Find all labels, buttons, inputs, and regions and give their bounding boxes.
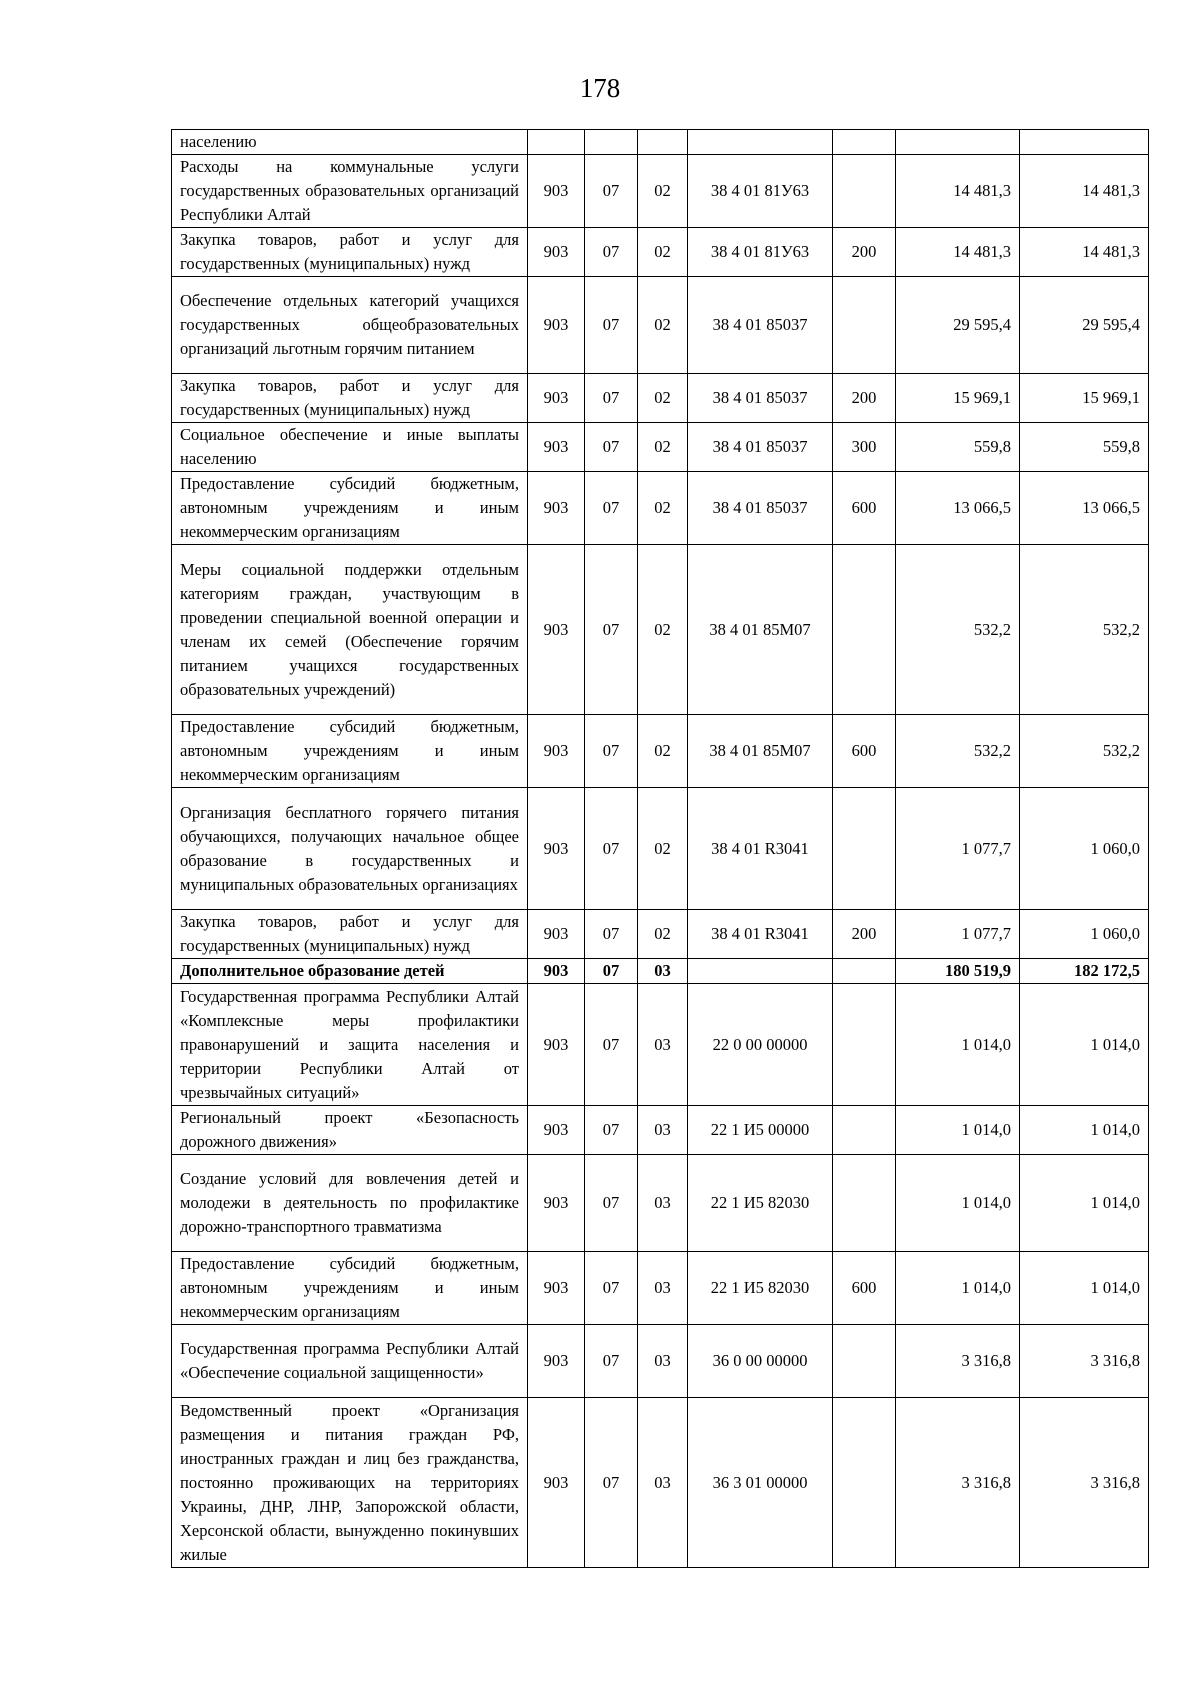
sum-year2-cell: 1 014,0 [1020,984,1149,1106]
sum-year2-cell: 532,2 [1020,545,1149,715]
pr-cell: 03 [638,1325,688,1398]
glava-cell: 903 [528,155,585,228]
glava-cell: 903 [528,959,585,984]
rz-cell: 07 [585,788,638,910]
glava-cell: 903 [528,1155,585,1252]
rz-cell: 07 [585,715,638,788]
row-name-cell: Создание условий для вовлечения детей и молодежи в деятельность по профилактике дорожно-транспортного травматизма [172,1155,528,1252]
sum-year2-cell: 182 172,5 [1020,959,1149,984]
glava-cell: 903 [528,374,585,423]
glava-cell: 903 [528,910,585,959]
sum-year1-cell: 14 481,3 [896,228,1020,277]
table-row [172,1106,1149,1155]
table-row [172,984,1149,1106]
sum-year2-cell [1020,130,1149,155]
rz-cell: 07 [585,472,638,545]
row-name-cell: Меры социальной поддержки отдельным категориям граждан, участвующим в проведении специальной военной операции и членам их семей (Обеспечение горячим питанием учащихся государственных образовательных учреждений) [172,545,528,715]
table-row [172,423,1149,472]
vr-cell: 200 [833,374,896,423]
glava-cell [528,130,585,155]
vr-cell: 200 [833,228,896,277]
pr-cell: 02 [638,472,688,545]
rz-cell: 07 [585,374,638,423]
sum-year2-cell: 559,8 [1020,423,1149,472]
sum-year2-cell: 14 481,3 [1020,155,1149,228]
sum-year1-cell: 532,2 [896,715,1020,788]
pr-cell: 03 [638,1155,688,1252]
table-row [172,715,1149,788]
row-name-cell: Государственная программа Республики Алтай «Обеспечение социальной защищенности» [172,1325,528,1398]
vr-cell: 600 [833,715,896,788]
sum-year2-cell: 3 316,8 [1020,1398,1149,1568]
rz-cell: 07 [585,155,638,228]
vr-cell: 300 [833,423,896,472]
glava-cell: 903 [528,1106,585,1155]
rz-cell: 07 [585,1325,638,1398]
table-row [172,959,1149,984]
pr-cell: 02 [638,374,688,423]
table-row [172,545,1149,715]
csr-cell: 38 4 01 85037 [688,472,833,545]
row-name-cell: Расходы на коммунальные услуги государственных образовательных организаций Республики Алтай [172,155,528,228]
sum-year1-cell [896,130,1020,155]
csr-cell: 38 4 01 85037 [688,374,833,423]
table-row [172,1325,1149,1398]
pr-cell: 03 [638,984,688,1106]
csr-cell: 38 4 01 81У63 [688,155,833,228]
csr-cell: 38 4 01 85М07 [688,545,833,715]
csr-cell: 38 4 01 85037 [688,277,833,374]
row-name-cell: Закупка товаров, работ и услуг для государственных (муниципальных) нужд [172,910,528,959]
rz-cell: 07 [585,1106,638,1155]
row-name-cell: Закупка товаров, работ и услуг для государственных (муниципальных) нужд [172,228,528,277]
pr-cell: 03 [638,1252,688,1325]
glava-cell: 903 [528,984,585,1106]
csr-cell: 38 4 01 85037 [688,423,833,472]
sum-year2-cell: 3 316,8 [1020,1325,1149,1398]
table-row [172,155,1149,228]
vr-cell [833,788,896,910]
rz-cell: 07 [585,959,638,984]
sum-year2-cell: 13 066,5 [1020,472,1149,545]
rz-cell: 07 [585,910,638,959]
sum-year1-cell: 29 595,4 [896,277,1020,374]
csr-cell: 22 1 И5 82030 [688,1252,833,1325]
row-name-cell: Организация бесплатного горячего питания обучающихся, получающих начальное общее образование в государственных и муниципальных образовательных организациях [172,788,528,910]
sum-year1-cell: 1 077,7 [896,788,1020,910]
csr-cell: 22 0 00 00000 [688,984,833,1106]
sum-year1-cell: 532,2 [896,545,1020,715]
row-name-cell: Предоставление субсидий бюджетным, автономным учреждениям и иным некоммерческим организациям [172,715,528,788]
sum-year1-cell: 13 066,5 [896,472,1020,545]
vr-cell [833,545,896,715]
vr-cell: 600 [833,472,896,545]
row-name-cell: Дополнительное образование детей [172,959,528,984]
pr-cell: 02 [638,715,688,788]
vr-cell [833,959,896,984]
budget-table-body [172,130,1149,1568]
pr-cell: 02 [638,545,688,715]
glava-cell: 903 [528,423,585,472]
pr-cell: 02 [638,155,688,228]
csr-cell: 36 3 01 00000 [688,1398,833,1568]
rz-cell: 07 [585,423,638,472]
csr-cell: 38 4 01 81У63 [688,228,833,277]
pr-cell: 02 [638,423,688,472]
csr-cell: 38 4 01 85М07 [688,715,833,788]
glava-cell: 903 [528,1398,585,1568]
csr-cell: 22 1 И5 00000 [688,1106,833,1155]
pr-cell: 02 [638,228,688,277]
row-name-cell: Предоставление субсидий бюджетным, автономным учреждениям и иным некоммерческим организациям [172,1252,528,1325]
pr-cell: 03 [638,1398,688,1568]
vr-cell [833,130,896,155]
table-row [172,1252,1149,1325]
glava-cell: 903 [528,788,585,910]
sum-year2-cell: 29 595,4 [1020,277,1149,374]
rz-cell: 07 [585,1155,638,1252]
row-name-cell: Закупка товаров, работ и услуг для государственных (муниципальных) нужд [172,374,528,423]
table-row [172,1155,1149,1252]
table-row [172,1398,1149,1568]
rz-cell: 07 [585,984,638,1106]
row-name-cell: Социальное обеспечение и иные выплаты населению [172,423,528,472]
vr-cell [833,1106,896,1155]
sum-year2-cell: 14 481,3 [1020,228,1149,277]
glava-cell: 903 [528,472,585,545]
rz-cell: 07 [585,1398,638,1568]
rz-cell: 07 [585,1252,638,1325]
table-row [172,130,1149,155]
page-number: 178 [579,73,621,103]
rz-cell: 07 [585,228,638,277]
sum-year1-cell: 1 014,0 [896,1155,1020,1252]
table-row [172,788,1149,910]
sum-year1-cell: 14 481,3 [896,155,1020,228]
sum-year1-cell: 180 519,9 [896,959,1020,984]
glava-cell: 903 [528,715,585,788]
row-name-cell: Обеспечение отдельных категорий учащихся государственных общеобразовательных организаций льготным горячим питанием [172,277,528,374]
glava-cell: 903 [528,228,585,277]
csr-cell [688,130,833,155]
vr-cell: 200 [833,910,896,959]
sum-year1-cell: 559,8 [896,423,1020,472]
vr-cell [833,277,896,374]
sum-year2-cell: 1 014,0 [1020,1106,1149,1155]
row-name-cell: Региональный проект «Безопасность дорожного движения» [172,1106,528,1155]
csr-cell: 36 0 00 00000 [688,1325,833,1398]
csr-cell: 38 4 01 R3041 [688,910,833,959]
table-row [172,277,1149,374]
pr-cell: 02 [638,788,688,910]
sum-year2-cell: 1 060,0 [1020,788,1149,910]
pr-cell: 02 [638,910,688,959]
sum-year1-cell: 3 316,8 [896,1325,1020,1398]
csr-cell [688,959,833,984]
glava-cell: 903 [528,1252,585,1325]
table-row [172,472,1149,545]
sum-year2-cell: 532,2 [1020,715,1149,788]
sum-year1-cell: 1 014,0 [896,1252,1020,1325]
sum-year2-cell: 1 060,0 [1020,910,1149,959]
pr-cell: 02 [638,277,688,374]
glava-cell: 903 [528,1325,585,1398]
budget-table [171,129,1149,1568]
sum-year2-cell: 1 014,0 [1020,1155,1149,1252]
glava-cell: 903 [528,277,585,374]
table-row [172,228,1149,277]
row-name-cell: Предоставление субсидий бюджетным, автономным учреждениям и иным некоммерческим организациям [172,472,528,545]
row-name-cell: Государственная программа Республики Алтай «Комплексные меры профилактики правонарушений и защита населения и территории Республики Алтай от чрезвычайных ситуаций» [172,984,528,1106]
csr-cell: 22 1 И5 82030 [688,1155,833,1252]
table-row [172,910,1149,959]
sum-year1-cell: 1 077,7 [896,910,1020,959]
rz-cell: 07 [585,277,638,374]
table-row [172,374,1149,423]
vr-cell [833,1325,896,1398]
sum-year1-cell: 3 316,8 [896,1398,1020,1568]
row-name-cell: Ведомственный проект «Организация размещения и питания граждан РФ, иностранных граждан и лиц без гражданства, постоянно проживающих на территориях Украины, ДНР, ЛНР, Запорожской области, Херсонской области, вынужденно покинувших жилые [172,1398,528,1568]
sum-year2-cell: 15 969,1 [1020,374,1149,423]
pr-cell: 03 [638,959,688,984]
vr-cell: 600 [833,1252,896,1325]
vr-cell [833,984,896,1106]
csr-cell: 38 4 01 R3041 [688,788,833,910]
sum-year1-cell: 1 014,0 [896,1106,1020,1155]
sum-year2-cell: 1 014,0 [1020,1252,1149,1325]
pr-cell: 03 [638,1106,688,1155]
vr-cell [833,1155,896,1252]
glava-cell: 903 [528,545,585,715]
sum-year1-cell: 1 014,0 [896,984,1020,1106]
rz-cell: 07 [585,545,638,715]
row-name-cell: населению [172,130,528,155]
vr-cell [833,155,896,228]
pr-cell [638,130,688,155]
sum-year1-cell: 15 969,1 [896,374,1020,423]
vr-cell [833,1398,896,1568]
rz-cell [585,130,638,155]
